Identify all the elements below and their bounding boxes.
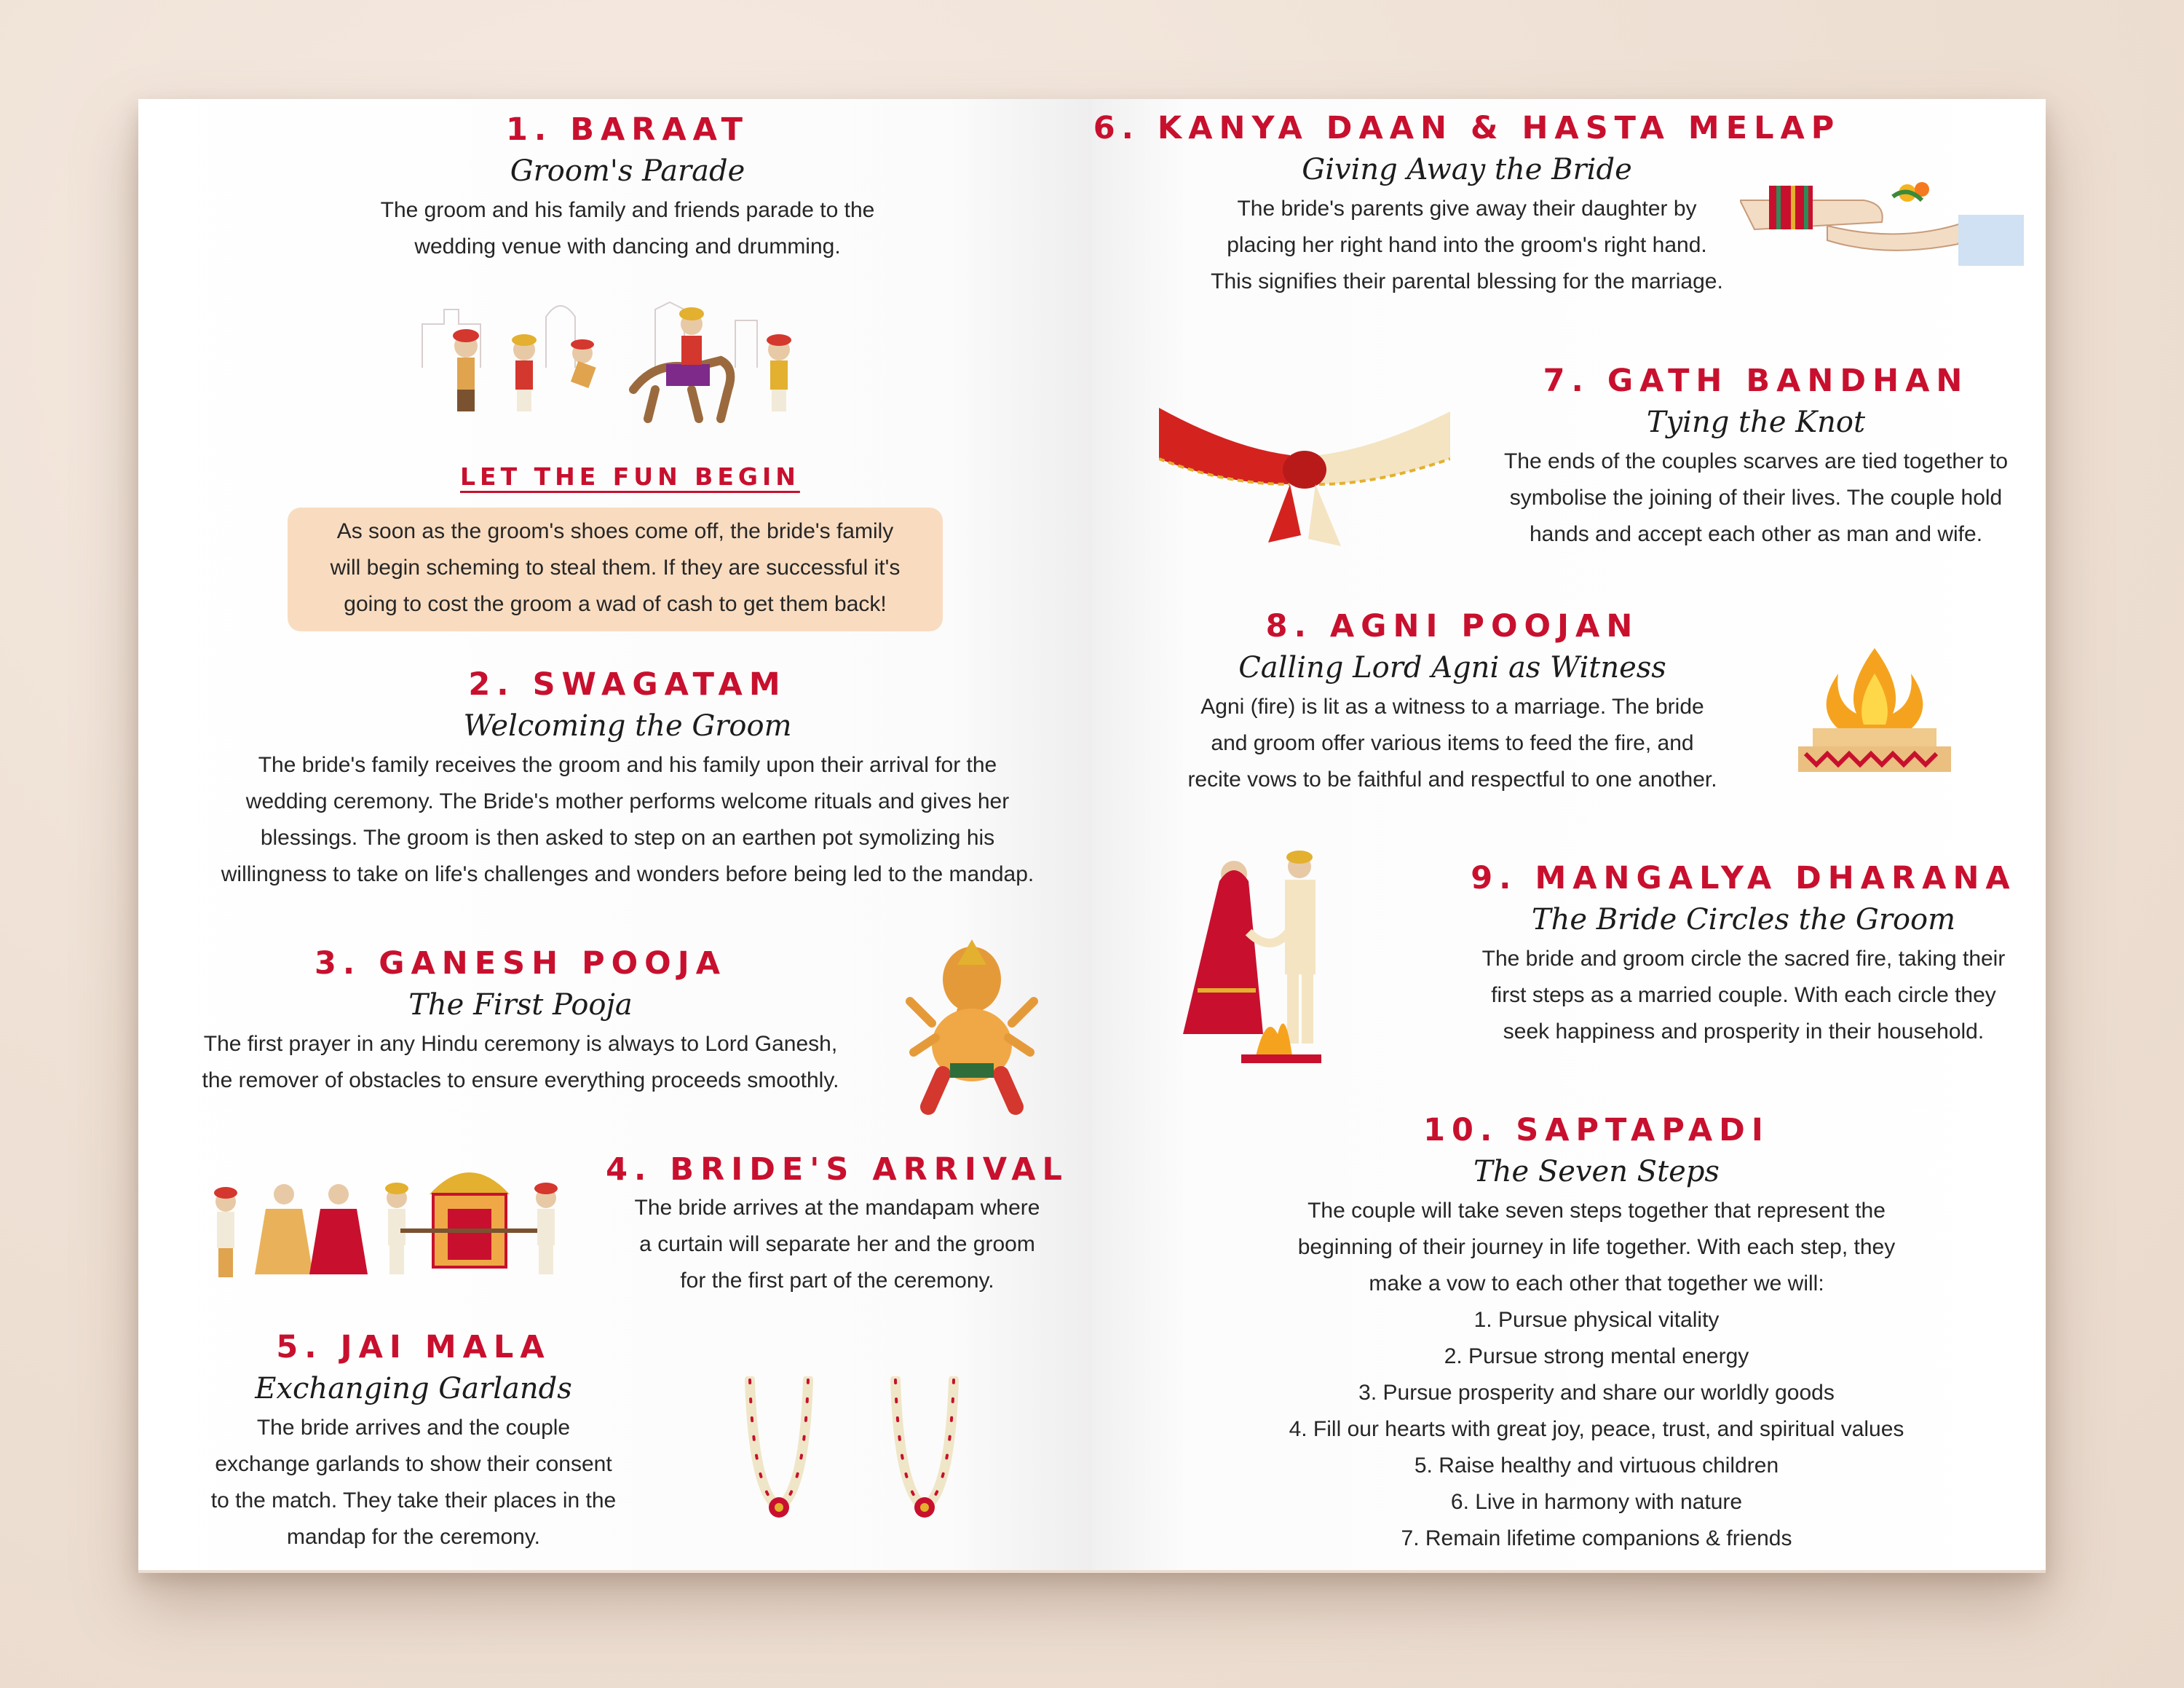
body-line: a curtain will separate her and the groom — [639, 1232, 1035, 1256]
ganesh-illustration — [899, 936, 1045, 1118]
section-title: 1. BARAAT — [506, 111, 749, 148]
body-line: The first prayer in any Hindu ceremony is always to Lord Ganesh, — [203, 1032, 838, 1056]
vow-item: 2. Pursue strong mental energy — [1444, 1344, 1749, 1368]
body-line: blessings. The groom is then asked to step on an earthen pot symolizing his — [260, 826, 995, 850]
section-title: 6. KANYA DAAN & HASTA MELAP — [1093, 110, 1841, 146]
body-line: to the match. They take their places in the — [210, 1488, 617, 1513]
section-title: 8. AGNI POOJAN — [1265, 608, 1639, 644]
body-line: willingness to take on life's challenges and wonders before being led to the mandap. — [221, 862, 1034, 886]
body-line: beginning of their journey in life together. With each step, they — [1297, 1235, 1896, 1259]
body-line: make a vow to each other that together we will: — [1369, 1271, 1824, 1295]
section-subtitle: Groom's Parade — [510, 154, 745, 188]
body-line: The ends of the couples scarves are tied together to — [1503, 449, 2009, 473]
body-line: placing her right hand into the groom's right hand. — [1227, 233, 1707, 257]
tied-scarves-illustration — [1159, 404, 1450, 550]
fun-title-block — [460, 462, 824, 491]
section-subtitle: Calling Lord Agni as Witness — [1238, 651, 1666, 685]
vow-item: 6. Live in harmony with nature — [1450, 1490, 1743, 1514]
couple-circling-fire-illustration — [1168, 845, 1365, 1070]
body-line: will begin scheming to steal them. If they are successful it's — [330, 556, 901, 580]
vow-item: 5. Raise healthy and virtuous children — [1414, 1454, 1779, 1478]
section-title: 9. MANGALYA DHARANA — [1471, 860, 2017, 896]
body-line: seek happiness and prosperity in their household. — [1503, 1019, 1985, 1044]
body-line: The bride arrives at the mandapam where — [634, 1196, 1040, 1220]
garlands-illustration — [735, 1376, 968, 1529]
body-line: Agni (fire) is lit as a witness to a marriage. The bride — [1200, 695, 1704, 719]
section-title: 2. SWAGATAM — [468, 666, 787, 703]
sacred-fire-illustration — [1784, 644, 1966, 776]
body-line: symbolise the joining of their lives. The couple hold — [1509, 486, 2003, 510]
body-line: The groom and his family and friends parade to the — [380, 198, 875, 222]
vow-item: 3. Pursue prosperity and share our worldly goods — [1358, 1381, 1835, 1405]
body-line: the remover of obstacles to ensure everything proceeds smoothly. — [202, 1068, 839, 1092]
body-line: The bride's parents give away their daughter by — [1237, 197, 1697, 221]
section-title: 3. GANESH POOJA — [314, 945, 727, 982]
body-line: going to cost the groom a wad of cash to get them back! — [344, 592, 887, 616]
section-title: 10. SAPTAPADI — [1423, 1112, 1770, 1148]
body-line: recite vows to be faithful and respectful to one another. — [1187, 768, 1717, 792]
body-line: first steps as a married couple. With each circle they — [1491, 983, 1996, 1007]
section-subtitle: The First Pooja — [408, 988, 633, 1022]
vow-item: 7. Remain lifetime companions & friends — [1401, 1526, 1792, 1550]
vow-item: 1. Pursue physical vitality — [1473, 1308, 1720, 1332]
bride-palanquin-illustration — [197, 1151, 590, 1289]
body-line: and groom offer various items to feed the fire, and — [1211, 731, 1694, 755]
section-title: 5. JAI MALA — [276, 1329, 551, 1365]
body-line: The bride arrives and the couple — [256, 1416, 571, 1440]
body-line: The couple will take seven steps together that represent the — [1307, 1199, 1886, 1223]
vow-item: 4. Fill our hearts with great joy, peace, trust, and spiritual values — [1289, 1417, 1904, 1441]
body-line: hands and accept each other as man and wife. — [1529, 522, 1983, 546]
body-line: The bride's family receives the groom and his family upon their arrival for the — [258, 753, 997, 777]
body-line: mandap for the ceremony. — [287, 1525, 540, 1549]
body-line: As soon as the groom's shoes come off, the bride's family — [336, 519, 894, 543]
body-line: for the first part of the ceremony. — [680, 1269, 994, 1293]
body-line: The bride and groom circle the sacred fire, taking their — [1481, 947, 2006, 971]
section-subtitle: Giving Away the Bride — [1302, 153, 1632, 186]
body-line: exchange garlands to show their consent — [215, 1452, 612, 1476]
fun-callout-text — [288, 513, 943, 623]
baraat-procession-illustration — [415, 280, 823, 426]
section-title: 4. BRIDE'S ARRIVAL — [606, 1151, 1069, 1188]
section-title: 7. GATH BANDHAN — [1543, 363, 1969, 399]
body-line: This signifies their parental blessing for the marriage. — [1211, 269, 1723, 293]
section-subtitle: Welcoming the Groom — [463, 709, 792, 743]
fun-title: LET THE FUN BEGIN — [460, 462, 800, 491]
section-subtitle: The Bride Circles the Groom — [1531, 903, 1956, 936]
hands-illustration — [1740, 171, 2024, 288]
section-subtitle: The Seven Steps — [1473, 1155, 1720, 1188]
body-line: wedding venue with dancing and drumming. — [414, 234, 841, 259]
section-subtitle: Tying the Knot — [1646, 406, 1866, 439]
body-line: wedding ceremony. The Bride's mother performs welcome rituals and gives her — [245, 789, 1010, 813]
section-subtitle: Exchanging Garlands — [255, 1372, 572, 1405]
